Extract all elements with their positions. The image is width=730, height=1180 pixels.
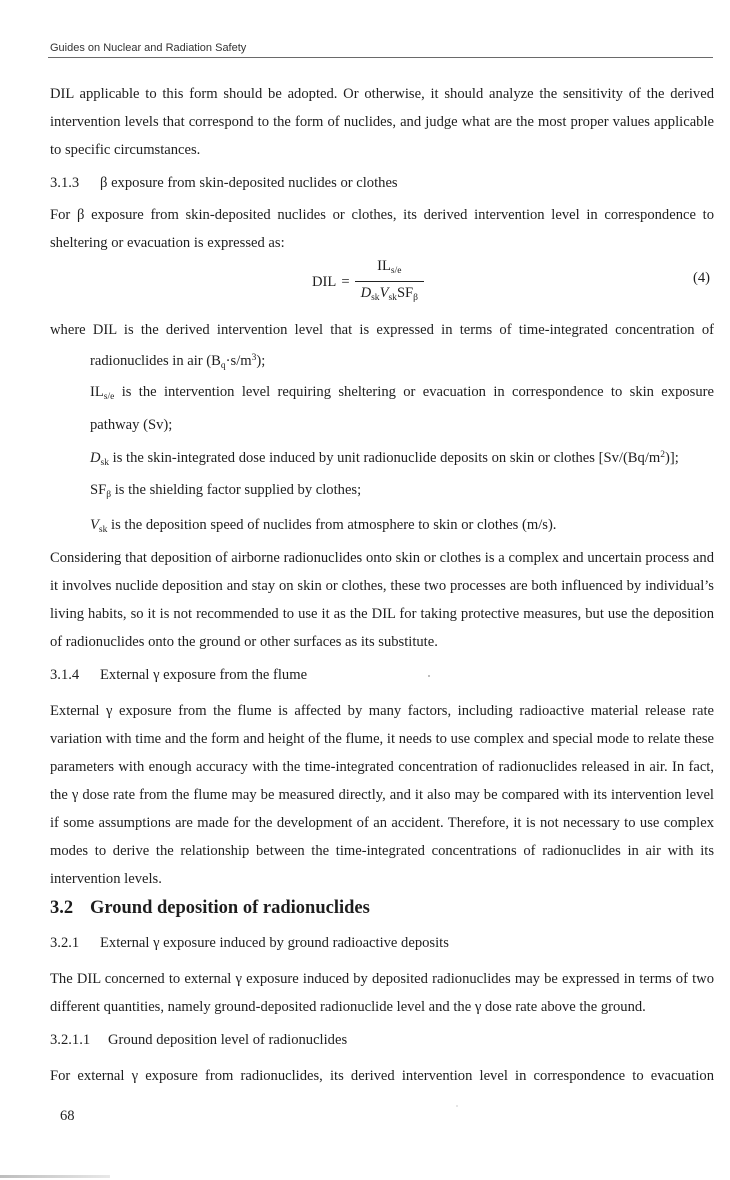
heading-title: External γ exposure induced by ground radioactive deposits: [100, 935, 449, 951]
paragraph-dil-ground: The DIL concerned to external γ exposure induced by deposited radionuclides may be expressed in terms of two different quantities, namely ground-deposited radionuclide level and the γ dose rate above the ground.: [50, 971, 714, 1015]
scan-edge-smudge: [0, 1175, 110, 1178]
heading-3-2-1-1: [50, 1030, 347, 1050]
equation-equals: =: [341, 274, 350, 290]
definition-vsk: $V_{sk}$ is the deposition speed of nuclides from atmosphere to skin or clothes (m/s).: [90, 517, 557, 535]
equation-lhs: DIL: [312, 274, 337, 290]
scan-speck: [456, 1105, 458, 1107]
definition-dsk: $D_{sk}$ is the skin-integrated dose induced by unit radionuclide deposits on skin or clothes $[Sv/(Bq/m^2)]$;: [90, 450, 679, 468]
equation-number: (4): [693, 270, 711, 286]
paragraph-external-gamma-evacuation: For external γ exposure from radionuclides, its derived intervention level in correspondence to evacuation: [50, 1068, 714, 1084]
heading-number: 3.1.3: [50, 175, 80, 191]
heading-3-1-3: [50, 173, 398, 193]
heading-title: Ground deposition level of radionuclides: [108, 1032, 348, 1048]
equation-numerator: $IL_{s/e}$: [377, 258, 402, 276]
paragraph-beta-exposure: For β exposure from skin-deposited nuclides or clothes, its derived intervention level in correspondence to sheltering or evacuation is expressed as:: [50, 207, 714, 251]
heading-3-2-1: [50, 933, 449, 953]
heading-number: 3.2.1: [50, 935, 80, 951]
paragraph-dil-applicable: DIL applicable to this form should be adopted. Or otherwise, it should analyze the sensitivity of the derived intervention levels that correspond to the form of nuclides, and judge what are the most proper values applicable to specific circumstances.: [50, 86, 714, 158]
heading-number: 3.2.1.1: [50, 1032, 91, 1048]
equation-4: [312, 258, 424, 307]
heading-title: Ground deposition of radionuclides: [90, 898, 370, 918]
running-header: Guides on Nuclear and Radiation Safety: [50, 42, 247, 54]
definition-dil-units: radionuclides in air $(B_q\cdot s/m^3)$;: [90, 353, 266, 371]
header-rule: [48, 57, 713, 58]
equation-fraction: [355, 258, 424, 307]
definition-dil: where DIL is the derived intervention level that is expressed in terms of time-integrated concentration of: [50, 322, 714, 338]
heading-3-2: [50, 896, 370, 920]
scan-speck: [428, 675, 430, 677]
heading-number: 3.2: [50, 898, 74, 918]
equation-denominator: $D_{sk}V_{sk}SF_\beta$: [355, 281, 424, 307]
heading-title: β exposure from skin-deposited nuclides or clothes: [100, 175, 398, 191]
page-number: 68: [60, 1108, 75, 1124]
paragraph-external-gamma-flume: External γ exposure from the flume is affected by many factors, including radioactive material release rate variation with time and the form and height of the flume, it needs to use complex and special mode to relate these parameters with enough accuracy with the time-integrated concentration of radionuclides released in air. In fact, the γ dose rate from the flume may be measured directly, and it also may be compared with its intervention level if some assumptions are made for the development of an accident. Therefore, it is not necessary to use complex modes to derive the relationship between the time-integrated concentrations of radionuclides in air with its intervention levels.: [50, 703, 714, 887]
definition-sf: $SF_\beta$ is the shielding factor supplied by clothes;: [90, 482, 362, 500]
paragraph-considering: Considering that deposition of airborne radionuclides onto skin or clothes is a complex and uncertain process and it involves nuclide deposition and stay on skin or clothes, these two processes are both influenced by individual’s living habits, so it is not recommended to use it as the DIL for taking protective measures, but use the deposition of radionuclides onto the ground or other surfaces as its substitute.: [50, 550, 714, 650]
definition-il: $IL_{s/e}$ is the intervention level requiring sheltering or evacuation in correspondence to skin exposure pathway (Sv);: [90, 384, 714, 433]
heading-number: 3.1.4: [50, 667, 80, 683]
heading-3-1-4: [50, 665, 307, 685]
heading-title: External γ exposure from the flume: [100, 667, 308, 683]
